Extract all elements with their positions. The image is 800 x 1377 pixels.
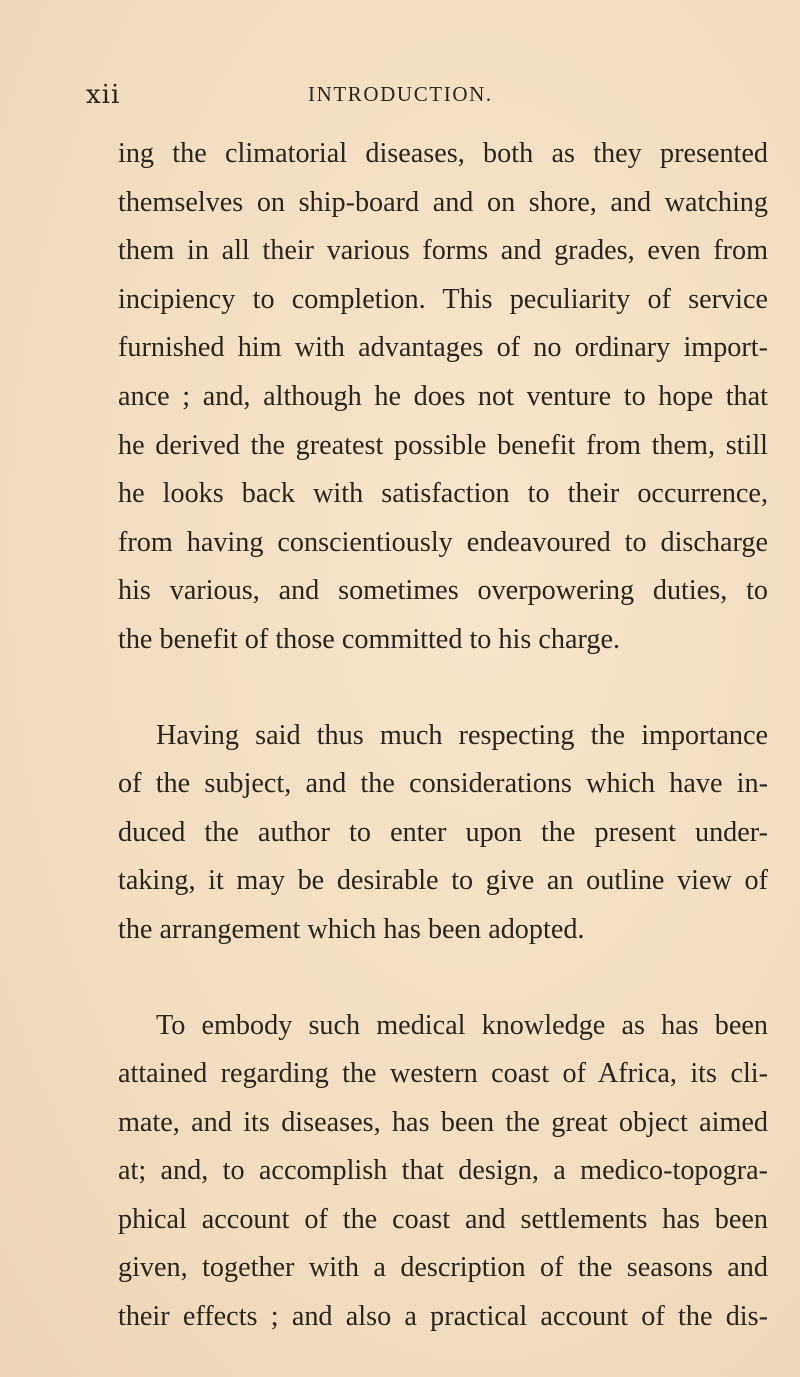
text-line: attained regarding the western coast of Africa, its cli- [118,1058,768,1090]
paragraph-gap [118,955,768,1002]
text-line: duced the author to enter upon the present under- [118,816,768,848]
text-line: he derived the greatest possible benefit from them, still [118,429,768,461]
text-line: incipiency to completion. This peculiarity of service [118,283,768,315]
text-line: his various, and sometimes overpowering duties, to [118,575,768,607]
text-line: ance ; and, although he does not venture to hope that [118,380,768,412]
text-line: mate, and its diseases, has been the great object aimed [118,1106,768,1138]
text-line: To embody such medical knowledge as has been [156,1009,768,1041]
text-line: ing the climatorial diseases, both as they presented [118,138,768,169]
text-line: from having conscientiously endeavoured to discharge [118,526,768,558]
running-head [0,80,800,116]
text-line: furnished him with advantages of no ordinary import- [118,332,768,364]
text-line: them in all their various forms and grades, even from [118,235,768,267]
text-line: phical account of the coast and settlements has been [118,1203,768,1235]
text-line: the arrangement which has been adopted. [118,913,585,945]
text-line: at; and, to accomplish that design, a medico-topogra- [118,1155,768,1187]
paragraph-gap [118,665,768,712]
paragraph-3 [118,1002,768,1342]
text-line: Having said thus much respecting the importance [156,719,768,751]
text-line: their effects ; and also a practical account of the dis- [118,1301,768,1333]
paragraph-1 [118,130,768,665]
text-line: themselves on ship-board and on shore, and watching [118,186,768,218]
text-line: the benefit of those committed to his charge. [118,623,621,655]
body-text [118,130,768,1342]
paragraph-2 [118,712,768,955]
running-head-title: INTRODUCTION. [308,82,493,106]
text-line: given, together with a description of the seasons and [118,1252,768,1284]
text-line: taking, it may be desirable to give an outline view of [118,865,768,897]
page-number: xii [86,80,121,110]
text-line: of the subject, and the considerations which have in- [118,768,768,800]
text-line: he looks back with satisfaction to their occurrence, [118,478,768,510]
